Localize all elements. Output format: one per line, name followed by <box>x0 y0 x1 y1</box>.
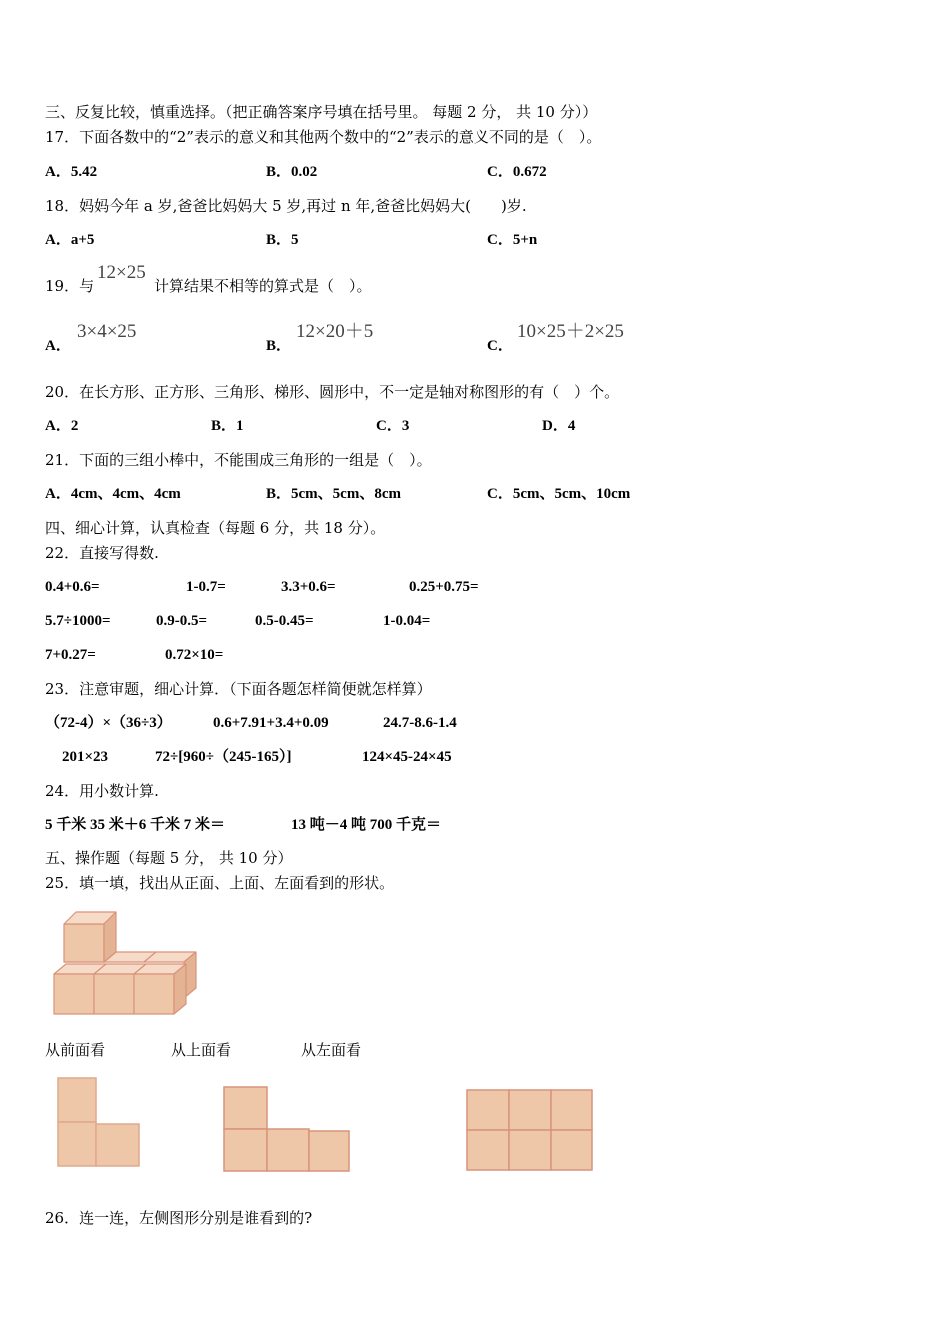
q20-option-d: D．4 <box>542 418 576 434</box>
q19-option-a-expr: 3×4×25 <box>77 321 137 342</box>
q23-item: （72-4）×（36÷3） <box>45 715 172 731</box>
q23-item: 201×23 <box>62 749 109 765</box>
q20-option-c: C．3 <box>376 418 410 434</box>
q22-item: 1-0.04= <box>383 613 431 629</box>
q22-item: 3.3+0.6= <box>281 579 336 595</box>
q20-stem: 20．在长方形、正方形、三角形、梯形、圆形中，不一定是轴对称图形的有（ ）个。 <box>45 383 620 401</box>
q20-option-b: B．1 <box>211 418 244 434</box>
q22-item: 0.5-0.45= <box>255 613 314 629</box>
q24-stem: 24．用小数计算. <box>45 782 159 800</box>
q19-option-b-expr: 12×20＋5 <box>296 321 374 342</box>
q19-suffix: 计算结果不相等的算式是（ ）。 <box>154 277 372 295</box>
q22-item: 0.9-0.5= <box>156 613 208 629</box>
q23-item: 124×45-24×45 <box>362 749 452 765</box>
q19-option-b-letter: B． <box>266 338 292 354</box>
q17-option-c: C．0.672 <box>487 164 547 180</box>
q22-item: 1-0.7= <box>186 579 226 595</box>
q18-option-c: C．5+n <box>487 232 538 248</box>
top-view-shape <box>222 1085 352 1173</box>
q24-item: 5 千米 35 米＋6 千米 7 米＝ <box>45 817 226 833</box>
q25-stem: 25．填一填，找出从正面、上面、左面看到的形状。 <box>45 874 395 892</box>
q23-item: 0.6+7.91+3.4+0.09 <box>213 715 329 731</box>
q23-item: 72÷[960÷（245-165）] <box>155 749 292 765</box>
view-label-front: 从前面看 <box>45 1041 106 1059</box>
q21-option-a: A．4cm、4cm、4cm <box>45 486 181 502</box>
q22-item: 0.72×10= <box>165 647 224 663</box>
q22-item: 0.4+0.6= <box>45 579 100 595</box>
q21-option-c: C．5cm、5cm、10cm <box>487 486 631 502</box>
q18-option-b: B．5 <box>266 232 299 248</box>
section-3-heading: 三、反复比较，慎重选择。（把正确答案序号填在括号里。 每题 2 分， 共 10 分）） <box>45 103 598 121</box>
q17-stem: 17．下面各数中的“2”表示的意义和其他两个数中的“2”表示的意义不同的是（ ）。 <box>45 128 602 146</box>
q22-item: 0.25+0.75= <box>409 579 479 595</box>
section-4-heading: 四、细心计算，认真检查（每题 6 分，共 18 分）。 <box>45 519 386 537</box>
q21-stem: 21．下面的三组小棒中，不能围成三角形的一组是（ ）。 <box>45 451 432 469</box>
section-5-heading: 五、操作题（每题 5 分， 共 10 分） <box>45 849 293 867</box>
q26-stem: 26．连一连，左侧图形分别是谁看到的? <box>45 1209 313 1227</box>
q19-prefix: 19．与 <box>45 277 95 295</box>
q23-item: 24.7-8.6-1.4 <box>383 715 457 731</box>
cube-stack-figure <box>50 908 205 1018</box>
q19-expr: 12×25 <box>97 262 146 283</box>
q23-stem: 23．注意审题，细心计算．（下面各题怎样简便就怎样算） <box>45 680 432 698</box>
q22-stem: 22．直接写得数. <box>45 544 159 562</box>
view-label-top: 从上面看 <box>171 1041 232 1059</box>
q19-option-a-letter: A． <box>45 338 71 354</box>
q20-option-a: A．2 <box>45 418 79 434</box>
q24-item: 13 吨－4 吨 700 千克＝ <box>291 817 442 833</box>
q18-stem: 18．妈妈今年 a 岁,爸爸比妈妈大 5 岁,再过 n 年,爸爸比妈妈大( )岁. <box>45 197 527 215</box>
q18-option-a: A．a+5 <box>45 232 95 248</box>
q21-option-b: B．5cm、5cm、8cm <box>266 486 401 502</box>
left-view-shape <box>465 1088 595 1174</box>
q17-option-b: B．0.02 <box>266 164 318 180</box>
q17-option-a: A．5.42 <box>45 164 98 180</box>
front-view-shape <box>56 1076 142 1170</box>
q22-item: 5.7÷1000= <box>45 613 111 629</box>
q22-item: 7+0.27= <box>45 647 96 663</box>
view-label-left: 从左面看 <box>301 1041 362 1059</box>
q19-option-c-expr: 10×25＋2×25 <box>517 321 624 342</box>
q19-option-c-letter: C． <box>487 338 513 354</box>
